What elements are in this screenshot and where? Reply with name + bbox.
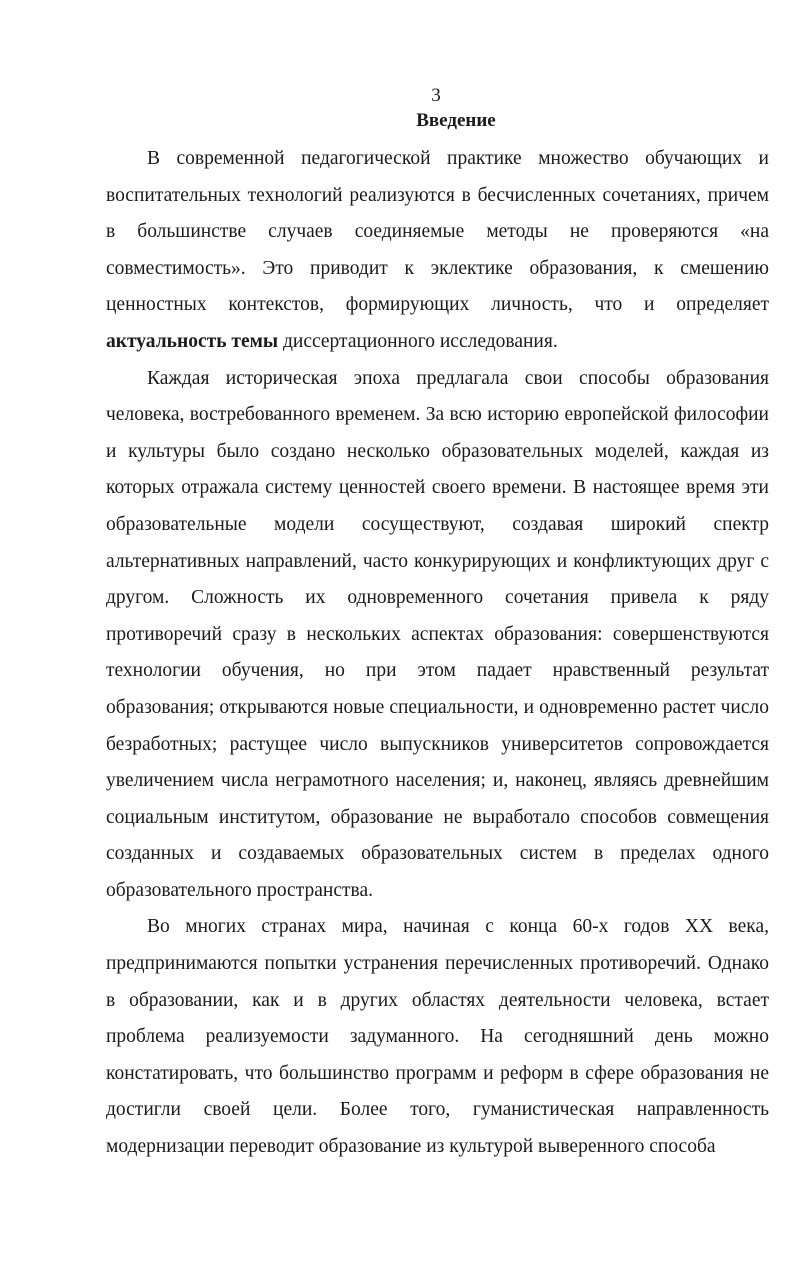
page-number: 3 [431, 85, 441, 106]
paragraph-1-text: В современной педагогической практике множество обучающих и воспитательных технологий реализуются в бесчисленных сочетаниях, причем в большинстве случаев соединяемые методы не проверяются «на совместимость». Это приводит к эклектике образования, к смешению ценностных контекстов, формирующих личность, что и определяет [106, 148, 769, 316]
paragraph-1-tail: диссертационного исследования. [278, 330, 558, 352]
paragraph-1 [106, 141, 769, 361]
paragraph-3: Во многих странах мира, начиная с конца 60-х годов XX века, предпринимаются попытки устранения перечисленных противоречий. Однако в образовании, как и в других областях деятельности человека, встает проблема реализуемости задуманного. На сегодняшний день можно констатировать, что большинство программ и реформ в сфере образования не достигли своей цели. Более того, гуманистическая направленность модернизации переводит образование из культурой выверенного способа [106, 916, 769, 1158]
body-text [106, 141, 769, 1166]
page-title: Введение [416, 110, 496, 131]
paragraph-1-bold: актуальность темы [106, 330, 279, 352]
paragraph-2: Каждая историческая эпоха предлагала свои способы образования человека, востребованного временем. За всю историю европейской философии и культуры было создано несколько образовательных моделей, каждая из которых отражала систему ценностей своего времени. В настоящее время эти образовательные модели сосуществуют, создавая широкий спектр альтернативных направлений, часто конкурирующих и конфликтующих друг с другом. Сложность их одновременного сочетания привела к ряду противоречий сразу в нескольких аспектах образования: совершенствуются технологии обучения, но при этом падает нравственный результат образования; открываются новые специальности, и одновременно растет число безработных; растущее число выпускников университетов сопровождается увеличением числа неграмотного населения; и, наконец, являясь древнейшим социальным институтом, образование не выработало способов совмещения созданных и создаваемых образовательных систем в пределах одного образовательного пространства. [106, 367, 769, 901]
